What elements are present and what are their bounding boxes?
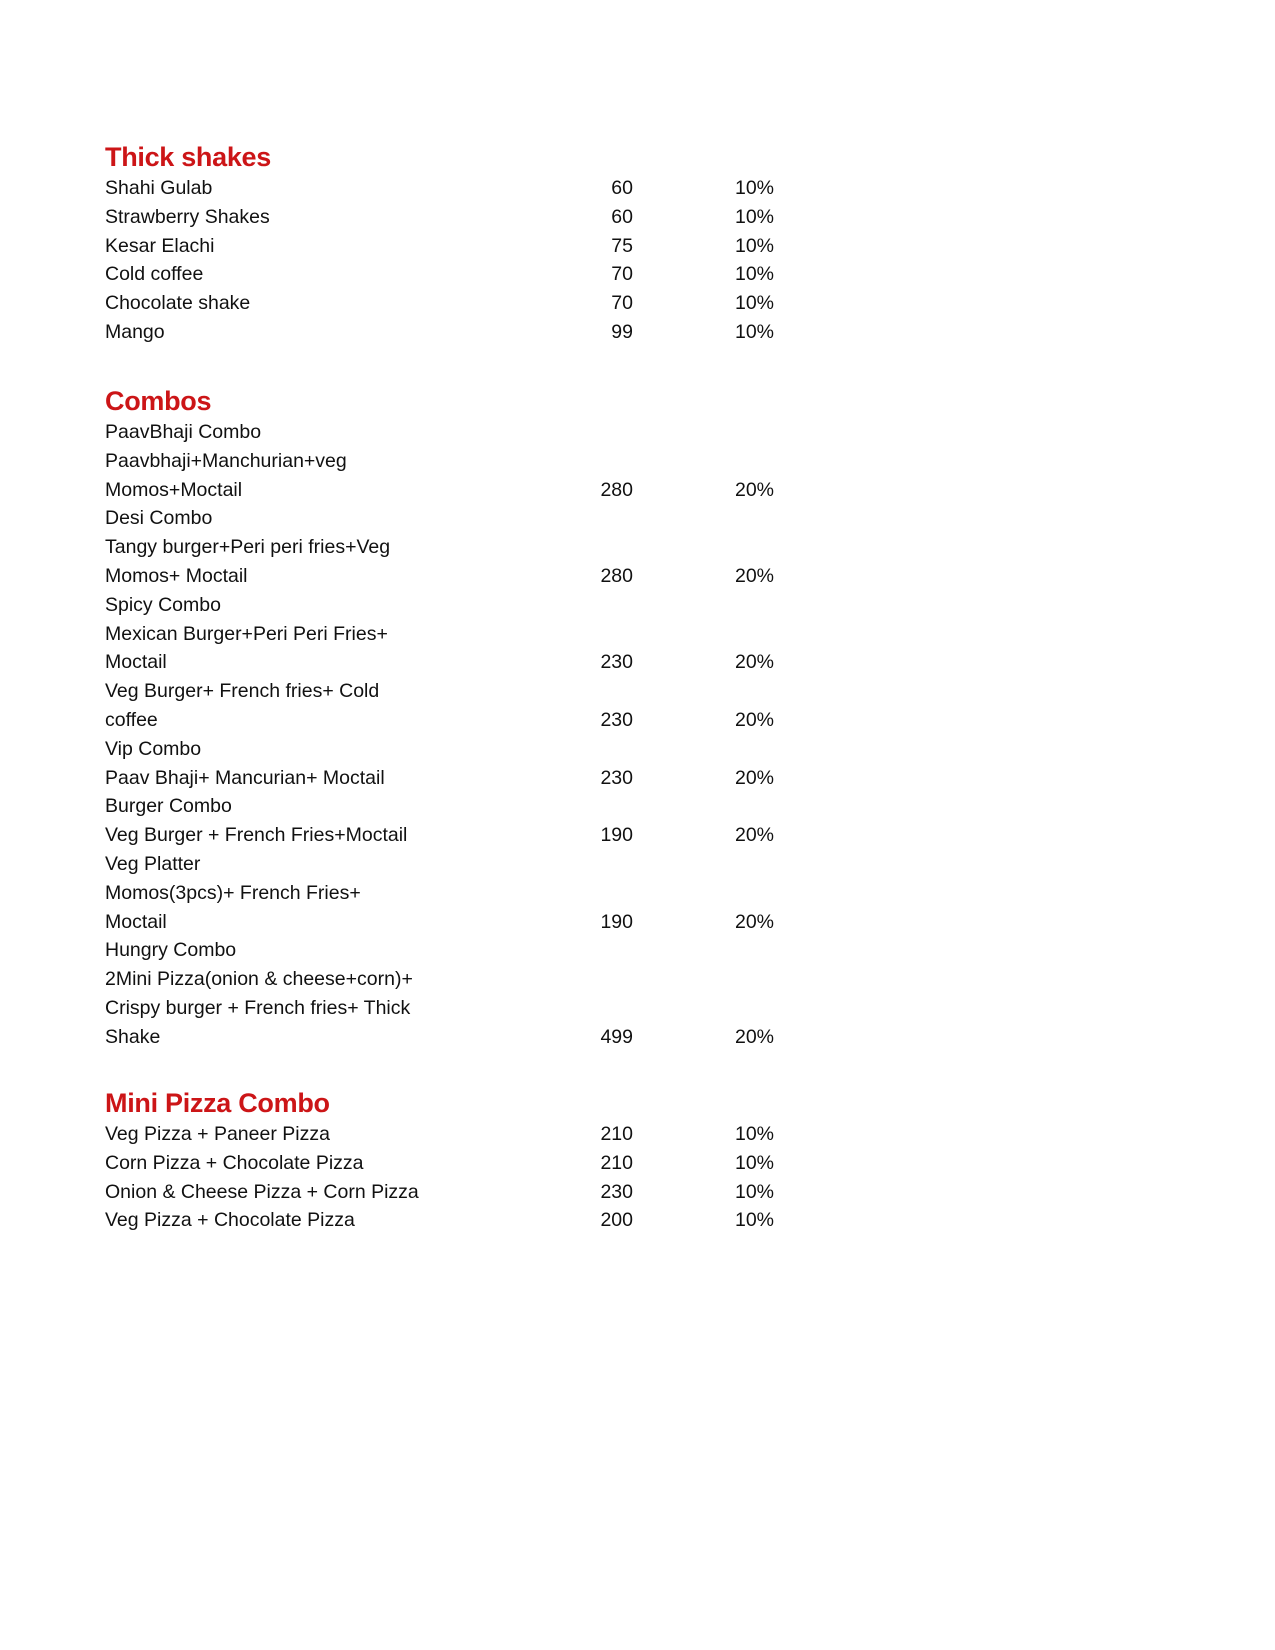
menu-item-name: Shahi Gulab xyxy=(105,177,213,199)
menu-item-discount: 20% xyxy=(734,478,774,501)
menu-row xyxy=(105,504,745,533)
menu-item-discount: 10% xyxy=(734,1209,774,1232)
menu-item-name: Spicy Combo xyxy=(105,593,221,616)
menu-item-discount: 10% xyxy=(734,177,774,199)
menu-row xyxy=(105,562,774,591)
menu-item-price: 230 xyxy=(600,708,633,731)
menu-item-name: Corn Pizza + Chocolate Pizza xyxy=(105,1151,364,1174)
section-thick-shakes xyxy=(105,140,774,347)
menu-row xyxy=(105,447,745,476)
menu-row xyxy=(105,735,745,764)
section-heading: Thick shakes xyxy=(105,142,271,172)
menu-item-discount: 20% xyxy=(734,564,774,587)
menu-item-price: 190 xyxy=(600,910,633,933)
menu-row xyxy=(105,706,774,735)
menu-item-discount: 20% xyxy=(734,766,774,789)
menu-item-price: 75 xyxy=(611,234,633,257)
menu-item-discount: 20% xyxy=(734,1025,774,1048)
menu-item-name: PaavBhaji Combo xyxy=(105,421,262,443)
menu-item-name: coffee xyxy=(105,708,158,731)
menu-item-discount: 10% xyxy=(734,1180,774,1203)
menu-item-name: Mango xyxy=(105,320,165,343)
menu-item-price: 190 xyxy=(600,824,633,847)
menu-item-name: Paavbhaji+Manchurian+veg xyxy=(105,449,347,472)
menu-item-discount: 10% xyxy=(734,205,774,228)
menu-row xyxy=(105,260,774,289)
menu-row xyxy=(105,1178,774,1207)
menu-item-name: Hungry Combo xyxy=(105,939,237,962)
menu-item-price: 60 xyxy=(611,177,633,199)
menu-row xyxy=(105,476,774,505)
menu-item-name: Strawberry Shakes xyxy=(105,205,270,228)
menu-row xyxy=(105,908,774,937)
menu-item-name: Moctail xyxy=(105,651,167,674)
menu-item-discount: 10% xyxy=(734,1151,774,1174)
menu-row xyxy=(105,965,745,994)
menu-item-discount: 20% xyxy=(734,651,774,674)
menu-item-discount: 10% xyxy=(734,234,774,257)
menu-item-name: Burger Combo xyxy=(105,795,232,818)
menu-item-name: Cold coffee xyxy=(105,263,204,286)
menu-row xyxy=(105,1120,774,1149)
menu-row xyxy=(105,677,745,706)
menu-row xyxy=(105,764,774,793)
menu-item-name: Desi Combo xyxy=(105,507,213,530)
menu-item-name: Moctail xyxy=(105,910,167,933)
menu-row xyxy=(105,850,745,879)
menu-item-name: Momos(3pcs)+ French Fries+ xyxy=(105,881,361,904)
menu-item-name: Onion & Cheese Pizza + Corn Pizza xyxy=(105,1180,419,1203)
menu-row xyxy=(105,994,745,1023)
menu-item-name: Chocolate shake xyxy=(105,292,251,315)
menu-item-name: Veg Platter xyxy=(105,852,201,875)
menu-item-discount: 10% xyxy=(734,320,774,343)
menu-row xyxy=(105,1149,774,1178)
menu-item-name: Shake xyxy=(105,1025,161,1048)
menu-item-name: Veg Pizza + Paneer Pizza xyxy=(105,1123,330,1145)
menu-item-name: Tangy burger+Peri peri fries+Veg xyxy=(105,536,391,559)
menu-item-name: Veg Burger + French Fries+Moctail xyxy=(105,824,408,847)
menu-item-name: Vip Combo xyxy=(105,737,202,760)
menu-item-name: Kesar Elachi xyxy=(105,234,215,257)
menu-item-discount: 20% xyxy=(734,910,774,933)
section-heading: Mini Pizza Combo xyxy=(105,1088,330,1118)
menu-item-name: Veg Burger+ French fries+ Cold xyxy=(105,680,380,703)
menu-row xyxy=(105,533,745,562)
menu-row xyxy=(105,821,774,850)
section-mini-pizza-combo xyxy=(105,1086,774,1235)
menu-row xyxy=(105,289,774,318)
menu-item-name: Crispy burger + French fries+ Thick xyxy=(105,996,411,1019)
menu-row xyxy=(105,318,774,347)
menu-item-price: 230 xyxy=(600,651,633,674)
menu-row xyxy=(105,418,745,447)
menu-row xyxy=(105,203,774,232)
menu-item-name: 2Mini Pizza(onion & cheese+corn)+ xyxy=(105,968,413,991)
section-heading: Combos xyxy=(105,386,212,416)
menu-item-name: Veg Pizza + Chocolate Pizza xyxy=(105,1209,355,1232)
menu-item-price: 230 xyxy=(600,766,633,789)
menu-item-price: 280 xyxy=(600,478,633,501)
menu-item-price: 499 xyxy=(600,1025,633,1048)
menu-item-discount: 10% xyxy=(734,292,774,315)
menu-item-name: Momos+Moctail xyxy=(105,478,243,501)
menu-row xyxy=(105,648,774,677)
menu-item-discount: 10% xyxy=(734,1123,774,1145)
menu-item-price: 70 xyxy=(611,263,633,286)
menu-row xyxy=(105,792,745,821)
menu-item-price: 230 xyxy=(600,1180,633,1203)
menu-item-name: Paav Bhaji+ Mancurian+ Moctail xyxy=(105,766,385,789)
menu-row xyxy=(105,591,745,620)
menu-item-price: 60 xyxy=(611,205,633,228)
menu-item-price: 210 xyxy=(600,1151,633,1174)
menu-item-price: 200 xyxy=(600,1209,633,1232)
menu-row xyxy=(105,879,745,908)
menu-row xyxy=(105,620,745,649)
menu-row xyxy=(105,1023,774,1052)
menu-row xyxy=(105,232,774,261)
menu-item-price: 210 xyxy=(600,1123,633,1145)
menu-item-discount: 10% xyxy=(734,263,774,286)
menu-item-discount: 20% xyxy=(734,708,774,731)
menu-item-price: 99 xyxy=(611,320,633,343)
menu-row xyxy=(105,174,774,203)
menu-item-name: Momos+ Moctail xyxy=(105,564,248,587)
section-combos xyxy=(105,384,774,1052)
menu-row xyxy=(105,1206,774,1235)
menu-item-price: 280 xyxy=(600,564,633,587)
menu-item-name: Mexican Burger+Peri Peri Fries+ xyxy=(105,622,388,645)
menu-item-price: 70 xyxy=(611,292,633,315)
menu-item-discount: 20% xyxy=(734,824,774,847)
menu-row xyxy=(105,936,745,965)
